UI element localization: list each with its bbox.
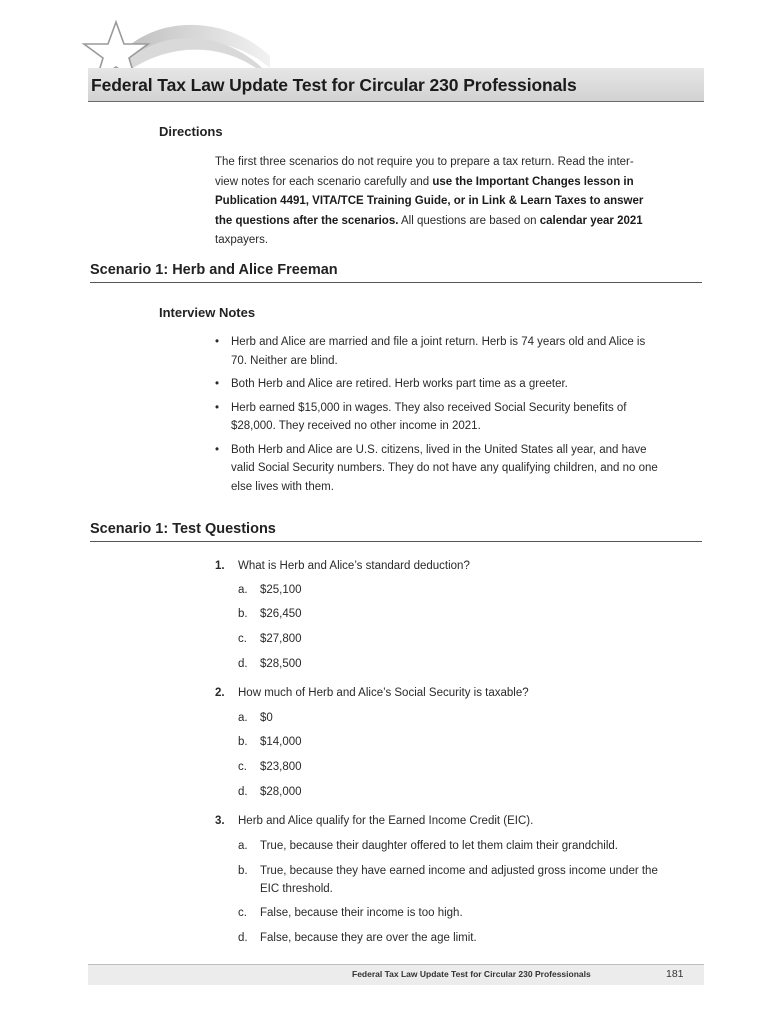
directions-emphasis: use the Important Changes lesson in — [432, 175, 634, 188]
option-text-line: EIC threshold. — [260, 883, 333, 895]
list-item-line: Both Herb and Alice are retired. Herb works part time as a greeter. — [231, 378, 568, 390]
question-number: 2. — [215, 687, 225, 699]
option-text: $26,450 — [260, 608, 302, 620]
list-item-line: 70. Neither are blind. — [231, 354, 338, 367]
directions-line-3 — [215, 192, 691, 212]
list-item — [215, 399, 699, 436]
directions-line-1: The first three scenarios do not require you to prepare a tax return. Read the inter- — [215, 156, 634, 168]
question-text: Herb and Alice qualify for the Earned Income Credit (EIC). — [238, 815, 534, 827]
list-item-line: Herb earned $15,000 in wages. They also received Social Security benefits of — [231, 401, 627, 414]
option-text-line: True, because they have earned income and adjusted gross income under the — [260, 865, 658, 877]
option-text: False, because their income is too high. — [260, 907, 463, 919]
directions-line-5: taxpayers. — [215, 234, 269, 246]
footer-bar — [88, 964, 704, 985]
option-letter: b. — [238, 608, 248, 620]
question-text: What is Herb and Alice’s standard deduction? — [238, 560, 470, 572]
option-letter: a. — [238, 712, 248, 724]
list-item — [215, 375, 699, 394]
option-letter: c. — [238, 633, 247, 645]
bullet-icon: • — [215, 378, 220, 390]
option-letter: d. — [238, 786, 248, 798]
directions-paragraph — [215, 153, 691, 251]
option-text: $23,800 — [260, 761, 302, 773]
option-letter: b. — [238, 865, 248, 877]
directions-emphasis: Publication 4491, VITA/TCE Training Guide, or in Link & Learn Taxes to answer — [215, 195, 644, 207]
question-number: 1. — [215, 560, 225, 572]
option-letter: c. — [238, 907, 247, 919]
list-item-line: $28,000. They received no other income in 2021. — [231, 420, 481, 432]
directions-heading: Directions — [159, 124, 223, 139]
option-text: $14,000 — [260, 736, 302, 748]
option-letter: a. — [238, 840, 248, 852]
option-text: True, because their daughter offered to let them claim their grandchild. — [260, 840, 618, 852]
directions-line-4 — [215, 212, 691, 232]
directions-line-2 — [215, 173, 691, 193]
list-item — [215, 333, 699, 370]
list-item-line: else lives with them. — [231, 480, 334, 493]
directions-text: All questions are based on — [398, 214, 540, 227]
option-letter: d. — [238, 932, 248, 944]
list-item — [215, 441, 699, 497]
page-number: 181 — [666, 968, 684, 980]
option-text: $27,800 — [260, 633, 302, 645]
test-questions-heading: Scenario 1: Test Questions — [90, 521, 702, 542]
directions-emphasis: calendar year 2021 — [539, 214, 643, 227]
interview-notes-heading: Interview Notes — [159, 305, 256, 320]
directions-emphasis: the questions after the scenarios. — [215, 214, 399, 227]
question-number: 3. — [215, 815, 225, 827]
list-item-line: valid Social Security numbers. They do not have any qualifying children, and no one — [231, 462, 658, 474]
list-item-line: Herb and Alice are married and file a joint return. Herb is 74 years old and Alice is — [231, 336, 646, 348]
scenario-heading: Scenario 1: Herb and Alice Freeman — [90, 262, 702, 283]
list-item-line: Both Herb and Alice are U.S. citizens, lived in the United States all year, and have — [231, 443, 647, 456]
option-text — [260, 862, 700, 898]
option-text: $0 — [260, 712, 273, 724]
bullet-icon: • — [215, 401, 220, 414]
option-letter: a. — [238, 584, 248, 596]
option-text: $28,000 — [260, 786, 302, 798]
interview-notes-list — [215, 333, 699, 501]
bullet-icon: • — [215, 443, 220, 456]
footer-title: Federal Tax Law Update Test for Circular 230 Professionals — [352, 969, 591, 979]
directions-text: view notes for each scenario carefully and — [215, 175, 433, 188]
option-text: $28,500 — [260, 658, 302, 670]
option-text: $25,100 — [260, 584, 302, 596]
page-title: Federal Tax Law Update Test for Circular 230 Professionals — [91, 75, 577, 95]
option-letter: b. — [238, 736, 248, 748]
option-letter: d. — [238, 658, 248, 670]
option-text: False, because they are over the age limit. — [260, 932, 477, 944]
option-letter: c. — [238, 761, 247, 773]
title-bar — [88, 68, 704, 102]
bullet-icon: • — [215, 336, 220, 348]
question-text: How much of Herb and Alice’s Social Security is taxable? — [238, 687, 529, 699]
